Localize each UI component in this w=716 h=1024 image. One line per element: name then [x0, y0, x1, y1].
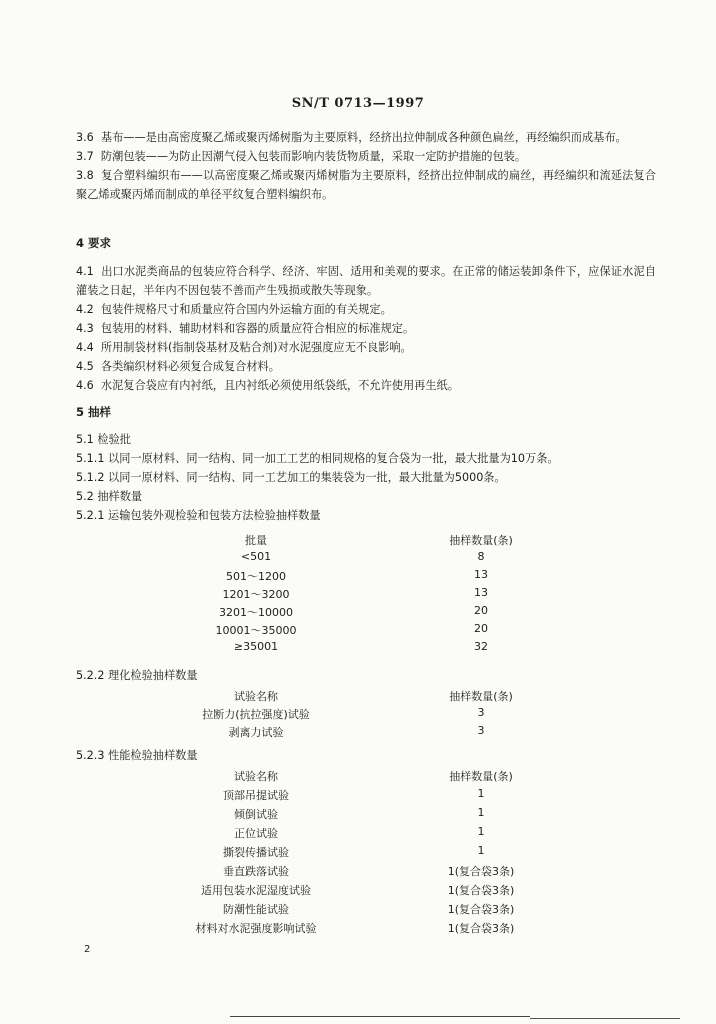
clause-5-1-1: 5.1.1 以同一原材料、同一结构、同一加工工艺的相同规格的复合袋为一批，最大批量为10万条。	[76, 452, 559, 465]
req-4-5: 4.5 各类编织材料必须复合成复合材料。	[76, 360, 280, 373]
section-5-text	[76, 430, 656, 525]
table-row: 拉断力(抗拉强度)试验 3	[202, 706, 485, 721]
table-row: 10001～35000 20	[215, 622, 488, 637]
table-header: 试验名称 抽样数量(条)	[234, 770, 513, 783]
term-3-6: 3.6 基布——是由高密度聚乙烯或聚丙烯树脂为主要原料，经挤出拉伸制成各种颜色扁丝，再经编织而成基布。	[76, 131, 627, 144]
table-row: 1201～3200 13	[222, 586, 488, 601]
req-4-2: 4.2 包装件规格尺寸和质量应符合国内外运输方面的有关规定。	[76, 303, 392, 316]
clause-5-2-2: 5.2.2 理化检验抽样数量	[76, 669, 198, 682]
clause-5-2: 5.2 抽样数量	[76, 490, 143, 503]
clause-5-2-3: 5.2.3 性能检验抽样数量	[76, 749, 198, 762]
table-row: 撕裂传播试验 1	[223, 844, 485, 859]
term-3-8: 3.8 复合塑料编织布——以高密度聚乙烯或聚丙烯树脂为主要原料，经挤出拉伸制成的扁丝，再经编织和流延法复合聚乙烯或聚丙烯而制成的单径平纹复合塑料编织布。	[76, 169, 656, 201]
standard-header: SN/T 0713—1997	[291, 96, 425, 111]
table-row: 材料对水泥强度影响试验 1(复合袋3条)	[195, 922, 515, 935]
req-4-4: 4.4 所用制袋材料(指制袋基材及粘合剂)对水泥强度应无不良影响。	[76, 341, 412, 354]
table-header: 批量 抽样数量(条)	[245, 534, 513, 547]
table-row: 501～1200 13	[226, 568, 488, 583]
page-number: 2	[84, 944, 91, 955]
clause-5-1: 5.1 检验批	[76, 433, 131, 446]
scan-artifact-line	[230, 1016, 530, 1017]
table-row: 防潮性能试验 1(复合袋3条)	[223, 903, 515, 916]
section-4-items	[76, 262, 656, 395]
table-row: 3201～10000 20	[219, 604, 488, 619]
table-header: 试验名称 抽样数量(条)	[234, 690, 513, 703]
clause-5-1-2: 5.1.2 以同一原材料、同一结构、同一工艺加工的集装袋为一批，最大批量为5000条。	[76, 471, 506, 484]
table-row: 顶部吊提试验 1	[223, 787, 485, 802]
table-row: ≥35001 32	[233, 640, 488, 653]
table-row: <501 8	[240, 550, 485, 563]
req-4-1: 4.1 出口水泥类商品的包装应符合科学、经济、牢固、适用和美观的要求。在正常的储运装卸条件下，应保证水泥自灌装之日起，半年内不因包装不善而产生残损或散失等现象。	[76, 265, 656, 297]
terms-block	[76, 128, 656, 204]
table-row: 剥离力试验 3	[228, 724, 485, 739]
table-row: 倾倒试验 1	[234, 806, 485, 821]
clause-5-2-2-wrap	[76, 666, 656, 685]
clause-5-2-3-wrap	[76, 746, 656, 765]
req-4-6: 4.6 水泥复合袋应有内衬纸，且内衬纸必须使用纸袋纸，不允许使用再生纸。	[76, 379, 459, 392]
section-4-title: 4 要求	[76, 236, 112, 250]
term-3-7: 3.7 防潮包装——为防止因潮气侵入包装而影响内装货物质量，采取一定防护措施的包装。	[76, 150, 527, 163]
scan-artifact-line	[530, 1018, 680, 1019]
req-4-3: 4.3 包装用的材料、辅助材料和容器的质量应符合相应的标准规定。	[76, 322, 415, 335]
table-row: 适用包装水泥湿度试验 1(复合袋3条)	[201, 884, 515, 897]
table-row: 正位试验 1	[234, 825, 485, 840]
table-row: 垂直跌落试验 1(复合袋3条)	[223, 865, 515, 878]
section-5-title: 5 抽样	[76, 405, 112, 419]
clause-5-2-1: 5.2.1 运输包装外观检验和包装方法检验抽样数量	[76, 509, 321, 522]
